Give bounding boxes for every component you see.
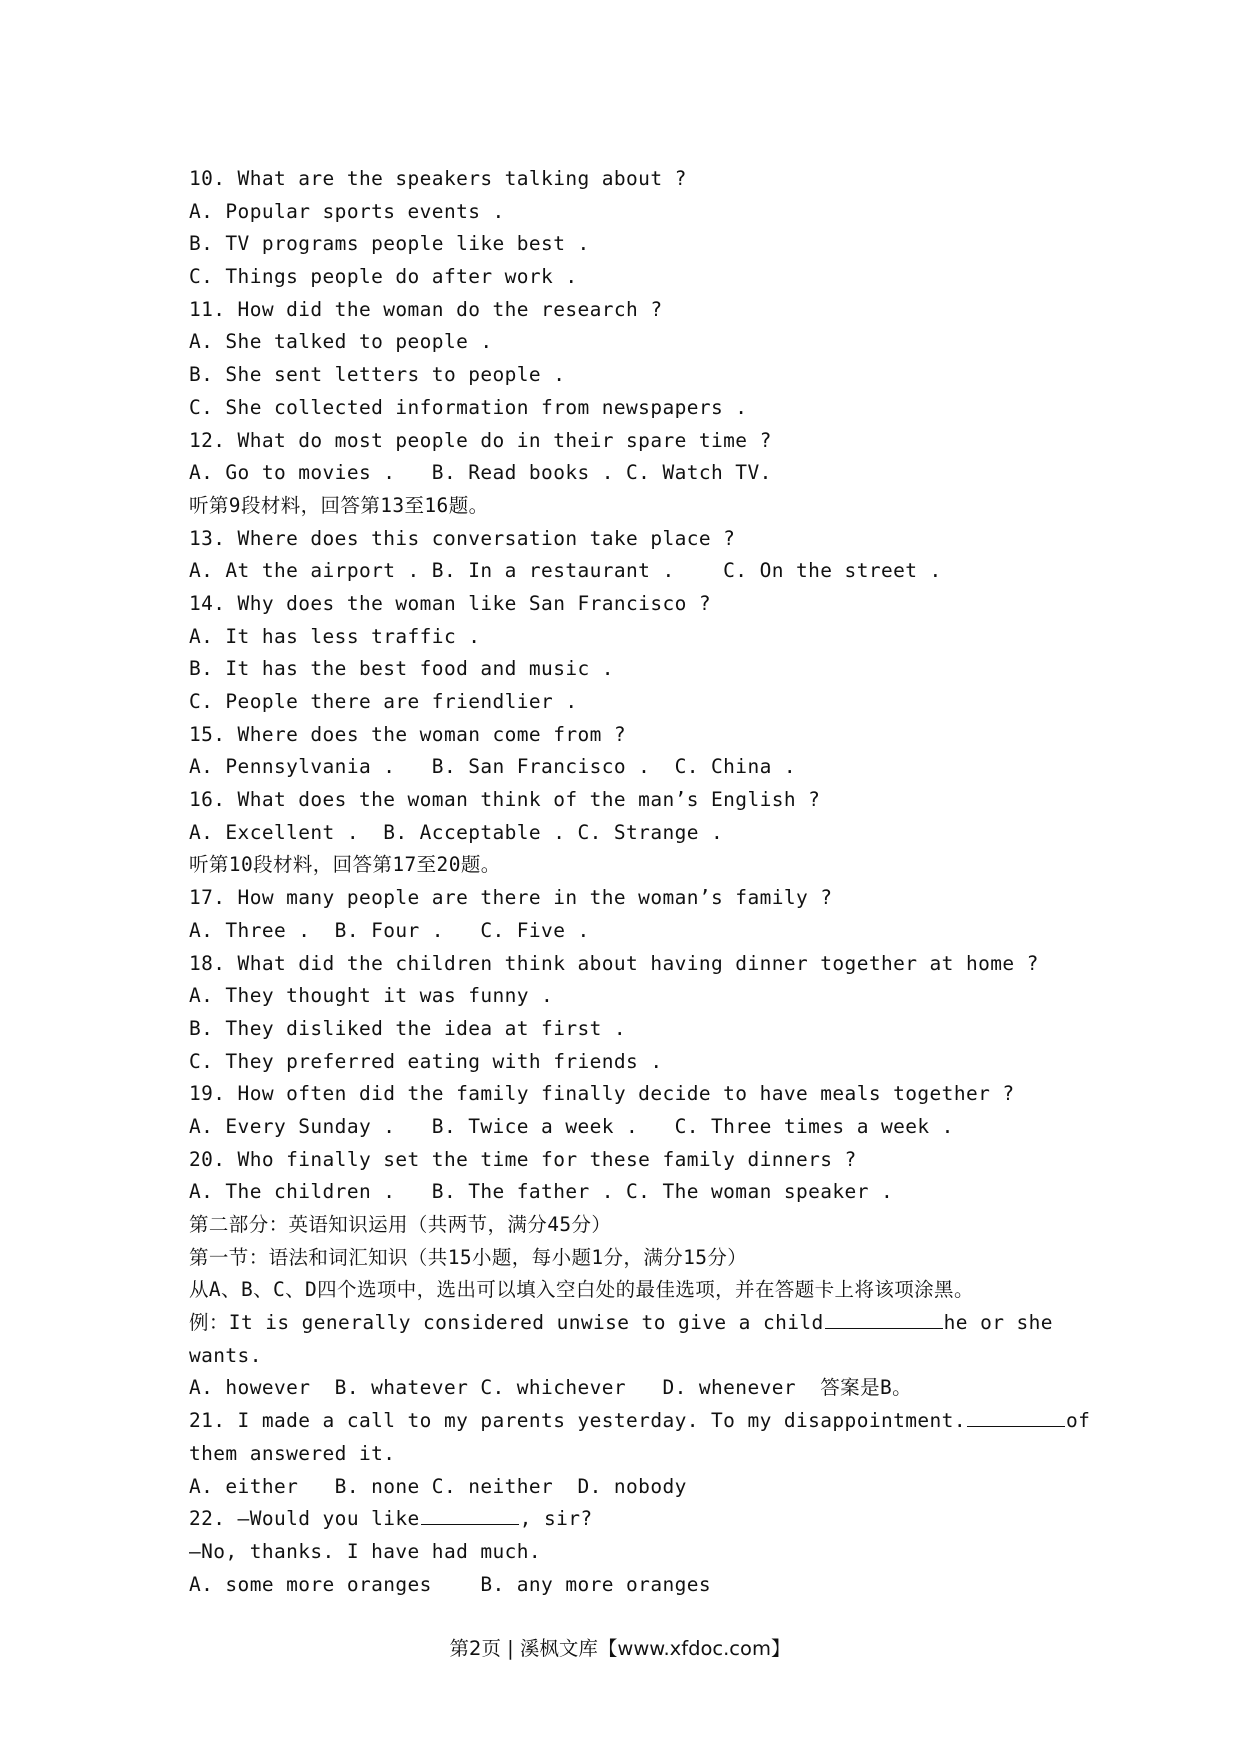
options-20: A. The children . B. The father . C. The woman speaker . (189, 1180, 894, 1204)
question-11: 11. How did the woman do the research ? (189, 297, 663, 321)
section-instruction-9: 听第9段材料，回答第13至16题。 (189, 493, 489, 517)
options-17: A. Three . B. Four . C. Five . (189, 918, 590, 942)
example-question (189, 1307, 1089, 1340)
question-18: 18. What did the children think about having dinner together at home ? (189, 951, 1039, 975)
options-19: A. Every Sunday . B. Twice a week . C. Three times a week . (189, 1114, 954, 1138)
question-22 (189, 1503, 1089, 1536)
question-19: 19. How often did the family finally decide to have meals together ? (189, 1082, 1015, 1106)
option-18a: A. They thought it was funny . (189, 984, 554, 1008)
options-13: A. At the airport . B. In a restaurant . C. On the street . (189, 559, 942, 583)
option-14b: B. It has the best food and music . (189, 657, 614, 681)
option-11b: B. She sent letters to people . (189, 363, 566, 387)
question-12: 12. What do most people do in their spare time ? (189, 428, 772, 452)
q22-text-before: 22. —Would you like (189, 1507, 420, 1531)
option-14a: A. It has less traffic . (189, 624, 481, 648)
question-21-cont: them answered it. (189, 1441, 396, 1465)
option-10a: A. Popular sports events . (189, 199, 505, 223)
option-18b: B. They disliked the idea at first . (189, 1016, 627, 1040)
section-one-heading: 第一节：语法和词汇知识（共15小题，每小题1分，满分15分） (189, 1245, 748, 1269)
option-11c: C. She collected information from newspapers . (189, 395, 748, 419)
instructions: 从A、B、C、D四个选项中，选出可以填入空白处的最佳选项，并在答题卡上将该项涂黑。 (189, 1278, 974, 1302)
q22-blank (421, 1504, 519, 1525)
question-21 (189, 1405, 1089, 1438)
option-10b: B. TV programs people like best . (189, 232, 590, 256)
page-content (189, 163, 1089, 1601)
example-text-before: 例：It is generally considered unwise to give a child (189, 1311, 824, 1335)
question-15: 15. Where does the woman come from ? (189, 722, 627, 746)
page-footer: 第2页 | 溪枫文库【www.xfdoc.com】 (449, 1637, 791, 1660)
question-20: 20. Who finally set the time for these family dinners ? (189, 1147, 857, 1171)
question-17: 17. How many people are there in the woman’s family ? (189, 886, 833, 910)
options-16: A. Excellent . B. Acceptable . C. Strange . (189, 820, 724, 844)
question-13: 13. Where does this conversation take place ? (189, 526, 736, 550)
question-14: 14. Why does the woman like San Francisco ? (189, 591, 712, 615)
option-18c: C. They preferred eating with friends . (189, 1049, 663, 1073)
q22-text-after: , sir? (519, 1507, 593, 1531)
example-options: A. however B. whatever C. whichever D. whenever 答案是B。 (189, 1376, 913, 1400)
options-22: A. some more oranges B. any more oranges (189, 1572, 712, 1596)
q21-text-before: 21. I made a call to my parents yesterday. To my disappointment. (189, 1409, 966, 1433)
question-22-reply: —No, thanks. I have had much. (189, 1539, 542, 1563)
options-12: A. Go to movies . B. Read books . C. Watch TV. (189, 461, 772, 485)
example-blank (825, 1308, 943, 1329)
options-15: A. Pennsylvania . B. San Francisco . C. China . (189, 755, 796, 779)
example-text-after: he or she (943, 1311, 1053, 1335)
question-10: 10. What are the speakers talking about ? (189, 167, 687, 190)
option-10c: C. Things people do after work . (189, 265, 578, 289)
question-16: 16. What does the woman think of the man’s English ? (189, 788, 821, 812)
section-instruction-10: 听第10段材料，回答第17至20题。 (189, 853, 501, 877)
option-14c: C. People there are friendlier . (189, 690, 578, 713)
q21-blank (967, 1406, 1065, 1427)
example-question-cont: wants. (189, 1343, 262, 1367)
options-21: A. either B. none C. neither D. nobody (189, 1474, 687, 1498)
q21-text-after: of (1065, 1409, 1091, 1433)
part-two-heading: 第二部分：英语知识运用（共两节，满分45分） (189, 1213, 612, 1236)
option-11a: A. She talked to people . (189, 330, 493, 354)
